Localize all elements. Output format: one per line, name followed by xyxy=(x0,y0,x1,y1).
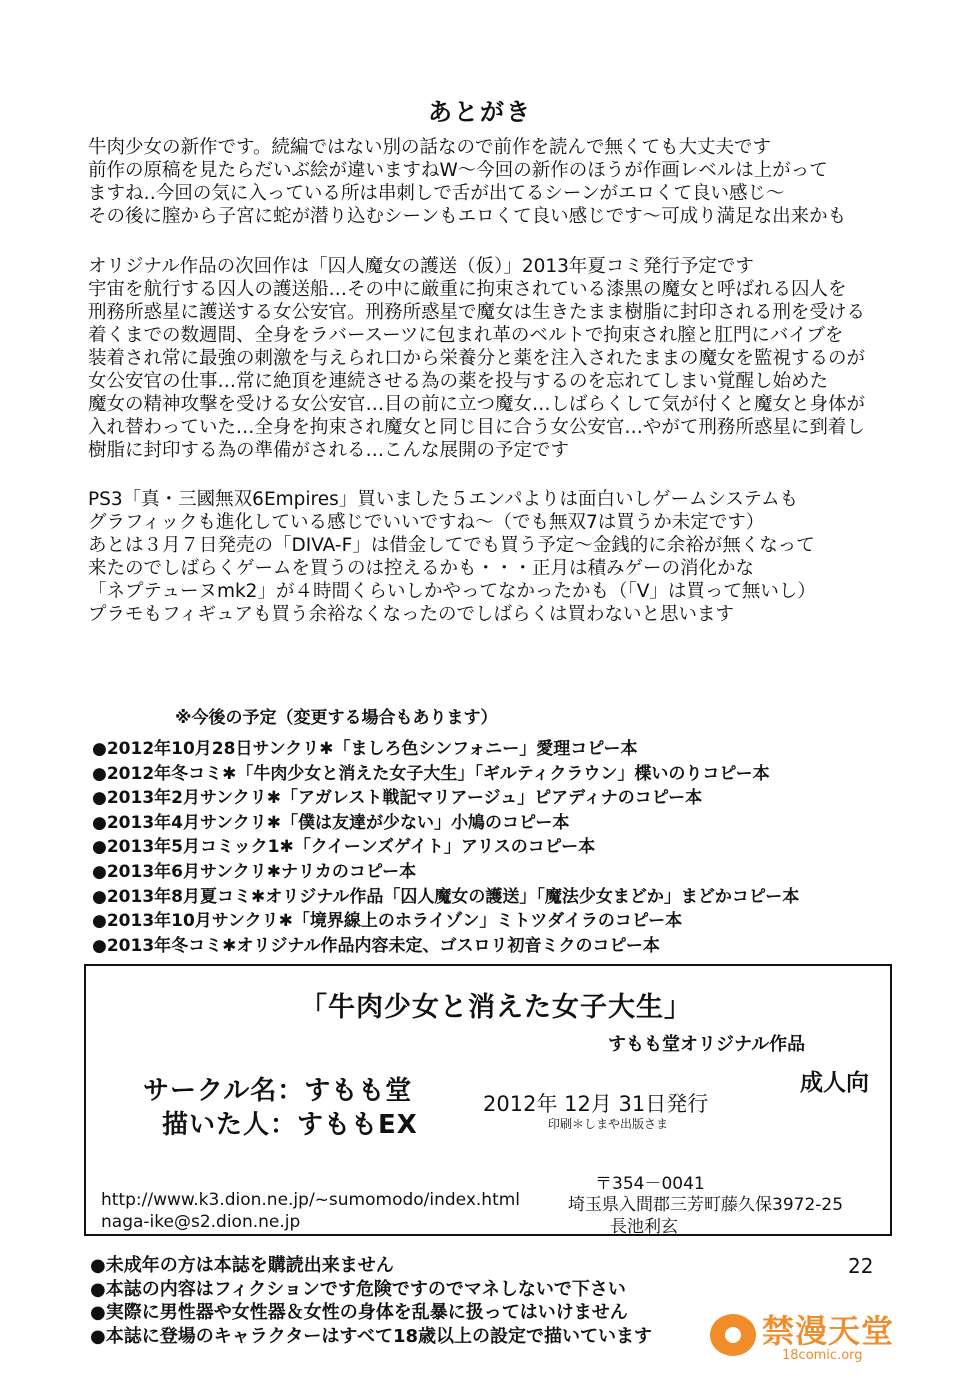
text-line: 魔女の精神攻撃を受ける女公安官…目の前に立つ魔女…しばらくして気が付くと魔女と身体が xyxy=(88,394,866,415)
watermark-subtext: 18comic.org xyxy=(782,1348,863,1363)
contact-person: 長池利玄 xyxy=(610,1217,678,1237)
schedule-item: ●2013年8月夏コミ✱オリジナル作品「囚人魔女の護送」「魔法少女まどか」まどかコピー本 xyxy=(92,886,800,907)
rating-label: 成人向 xyxy=(800,1070,869,1096)
text-line: プラモもフィギュアも買う余裕なくなったのでしばらくは買わないと思います xyxy=(88,604,735,625)
notice-item: ●未成年の方は本誌を購読出来ません xyxy=(90,1255,394,1276)
text-line: ますね‥今回の気に入っている所は串刺しで舌が出てるシーンがエロくて良い感じ～ xyxy=(88,183,785,204)
schedule-item: ●2013年6月サンクリ✱ナリカのコピー本 xyxy=(92,861,417,882)
schedule-list xyxy=(92,737,799,958)
text-line: 樹脂に封印する為の準備がされる…こんな展開の予定です xyxy=(88,440,570,461)
text-line: 前作の原稿を見たらだいぶ絵が違いますねW～今回の新作のほうが作画レベルは上がって xyxy=(88,160,828,181)
schedule-item: ●2013年4月サンクリ✱「僕は友達が少ない」小鳩のコピー本 xyxy=(92,812,570,833)
circle-name: サークル名：すもも堂 xyxy=(143,1076,413,1106)
email-link[interactable]: naga-ike@s2.dion.ne.jp xyxy=(101,1212,301,1232)
text-line: その後に膣から子宮に蛇が潜り込むシーンもエロくて良い感じです～可成り満足な出来かも xyxy=(88,206,847,227)
text-line: 入れ替わっていた…全身を拘束され魔女と同じ目に合う女公安官…やがて刑務所惑星に到着し xyxy=(88,417,865,438)
website-link[interactable]: http://www.k3.dion.ne.jp/~sumomodo/index.html xyxy=(101,1190,521,1210)
text-line: 「ネプテューヌmk2」が４時間くらいしかやってなかったかも（「V」は買って無いし） xyxy=(88,581,816,602)
watermark-text: 禁漫天堂 xyxy=(762,1312,895,1350)
text-line: 装着され常に最強の刺激を与えられ口から栄養分と薬を注入されたままの魔女を監視するのが xyxy=(88,348,866,369)
schedule-item: ●2012年冬コミ✱「牛肉少女と消えた女子大生」「ギルティクラウン」楪いのりコピー本 xyxy=(92,763,770,784)
text-line: 女公安官の仕事…常に絶頂を連続させる為の薬を投与するのを忘れてしまい覚醒し始めた xyxy=(88,371,829,392)
notice-item: ●本誌に登場のキャラクターはすべて18歳以上の設定で描いています xyxy=(90,1325,653,1347)
printer-credit: 印刷＊しまや出版さま xyxy=(548,1117,669,1131)
text-line: 牛肉少女の新作です。続編ではない別の話なので前作を読んで無くても大丈夫です xyxy=(88,137,772,158)
notice-item: ●本誌の内容はフィクションです危険ですのでマネしないで下さい xyxy=(90,1278,626,1300)
text-line: PS3「真・三國無双6Empires」買いました５エンパよりは面白いしゲームシステムも xyxy=(88,489,799,510)
text-line: あとは３月７日発売の「DIVA-F」は借金してでも買う予定～金銭的に余裕が無くなって xyxy=(88,535,815,556)
page-number: 22 xyxy=(848,1254,874,1278)
schedule-item: ●2013年2月サンクリ✱「アガレスト戦記マリアージュ」ピアディナのコピー本 xyxy=(92,788,703,809)
paragraph-next-work xyxy=(88,255,918,462)
text-line: オリジナル作品の次回作は「囚人魔女の護送（仮）」2013年夏コミ発行予定です xyxy=(88,256,754,277)
book-title: 「牛肉少女と消えた女子大生」 xyxy=(300,992,692,1023)
book-subtitle: すもも堂オリジナル作品 xyxy=(608,1034,806,1055)
artist-name: 描いた人：すももEX xyxy=(162,1110,418,1140)
page-title: あとがき xyxy=(428,98,532,126)
watermark-logo xyxy=(710,1306,924,1366)
logo-icon xyxy=(710,1314,756,1356)
schedule-item: ●2012年10月28日サンクリ✱「ましろ色シンフォニー」愛理コピー本 xyxy=(92,739,638,759)
address: 埼玉県入間郡三芳町藤久保3972-25 xyxy=(568,1195,844,1215)
postal-code: 〒354－0041 xyxy=(595,1174,705,1194)
schedule-item: ●2013年10月サンクリ✱「境界線上のホライゾン」ミトツダイラのコピー本 xyxy=(92,911,683,932)
schedule-item: ●2013年5月コミック1✱「クイーンズゲイト」アリスのコピー本 xyxy=(92,837,596,858)
text-line: 着くまでの数週間、全身をラバースーツに包まれ革のベルトで拘束され膣と肛門にバイブを xyxy=(88,325,844,346)
schedule-title: ※今後の予定（変更する場合もあります） xyxy=(175,708,498,728)
text-line: 来たのでしばらくゲームを買うのは控えるかも・・・正月は積みゲーの消化かな xyxy=(88,558,755,579)
text-line: 宇宙を航行する囚人の護送船…その中に厳重に拘束されている漆黒の魔女と呼ばれる囚人を xyxy=(88,279,847,300)
notice-item: ●実際に男性器や女性器＆女性の身体を乱暴に扱ってはいけません xyxy=(90,1302,628,1323)
paragraph-games xyxy=(88,488,918,626)
notices-list xyxy=(90,1254,652,1348)
paragraph-new-work xyxy=(88,136,918,228)
text-line: 刑務所惑星に護送する女公安官。刑務所惑星で魔女は生きたまま樹脂に封印される刑を受ける xyxy=(88,302,866,323)
publish-date: 2012年 12月 31日発行 xyxy=(483,1092,709,1116)
text-line: グラフィックも進化している感じでいいですね～（でも無双7は買うか未定です） xyxy=(88,512,765,533)
schedule-item: ●2013年冬コミ✱オリジナル作品内容未定、ゴスロリ初音ミクのコピー本 xyxy=(92,935,660,956)
